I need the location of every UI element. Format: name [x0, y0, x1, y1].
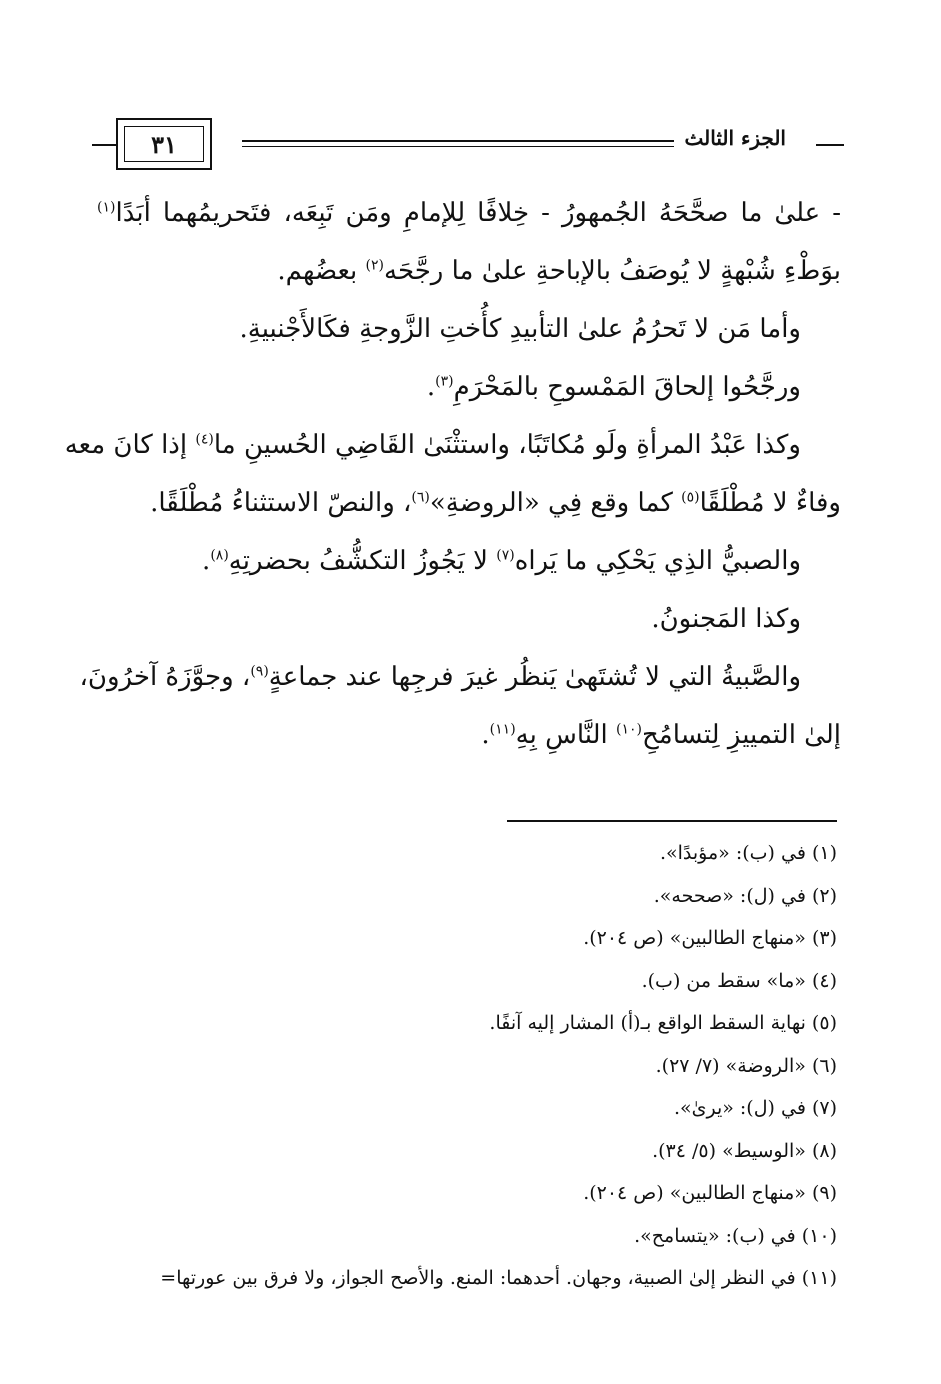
- text-line: وفاءٌ لا مُطْلَقًا$^{(٥)}$ كما وقع فِي «الروضةِ»$^{(٦)}$، والنصّ الاستثناءُ مُطْلَقًا.: [150, 488, 841, 518]
- main-text: [64, 184, 841, 764]
- text-line: وأما مَن لا تَحرُمُ علىٰ التأبيدِ كأُختِ الزَّوجةِ فكَالأَجْنبيةِ.: [239, 314, 801, 344]
- text-line: بوَطْءِ شُبْهةٍ لا يُوصَفُ بالإباحةِ علىٰ ما رجَّحَه$^{(٢)}$ بعضُهم.: [277, 256, 841, 286]
- header-rule-thin: [242, 146, 674, 147]
- footnote: (٥) نهاية السقط الواقع بـ(أ) المشار إليه آنفًا.: [489, 1012, 837, 1034]
- footnote: (٣) «منهاج الطالبين» (ص ٢٠٤).: [583, 927, 837, 949]
- header-dash-right: [816, 144, 844, 146]
- text-line: ورجَّحُوا إلحاقَ المَمْسوحِ بالمَحْرَمِ$^{(٣)}$.: [426, 372, 801, 402]
- running-title: الجزء الثالث: [684, 126, 786, 150]
- page-number: ٣١: [124, 126, 204, 162]
- text-line: إلىٰ التمييزِ لِتسامُحِ$^{(١٠)}$ النَّاسِ بِهِ$^{(١١)}$.: [481, 720, 841, 750]
- footnote: (١١) في النظر إلىٰ الصبية، وجهان. أحدهما: المنع. والأصح الجواز، ولا فرق بين عورتها=: [160, 1267, 837, 1289]
- footnotes: [97, 832, 837, 1300]
- text-line: - علىٰ ما صحَّحَهُ الجُمهورُ - خِلافًا لِلإمامِ ومَن تَبِعَه، فتَحريمُهما أبَدًا$^{(١)}$: [97, 198, 841, 228]
- footnote: (١٠) في (ب): «يتسامح».: [634, 1224, 837, 1247]
- header-rule: [242, 140, 674, 142]
- page-header: [92, 118, 844, 174]
- text-line: وكذا المَجنونُ.: [651, 604, 801, 634]
- footnote: (٦) «الروضة» (٧/ ٢٧).: [655, 1054, 837, 1077]
- footnote: (١) في (ب): «مؤبدًا».: [659, 842, 837, 864]
- footnote: (٩) «منهاج الطالبين» (ص ٢٠٤).: [583, 1182, 837, 1204]
- header-dash-left: [92, 144, 116, 146]
- footnote-separator: [507, 820, 837, 822]
- text-line: والصبيُّ الذِي يَحْكِي ما يَراه$^{(٧)}$ لا يَجُوزُ التكشُّفُ بحضرتِهِ$^{(٨)}$.: [202, 546, 801, 576]
- footnote: (٨) «الوسيط» (٥/ ٣٤).: [652, 1139, 837, 1162]
- page-number-box: [116, 118, 212, 170]
- footnote: (٧) في (ل): «يرىٰ».: [673, 1097, 837, 1119]
- text-line: والصَّبيةُ التي لا تُشتَهىٰ يَنظُر غيرَ فرجِها عند جماعةٍ$^{(٩)}$، وجوَّزَهُ آخرُونَ،: [79, 662, 801, 692]
- text-line: وكذا عَبْدُ المرأةِ ولَو مُكاتَبًا، واستثْنَىٰ القَاضِي الحُسينِ ما$^{(٤)}$ إذا كانَ معه: [64, 430, 801, 460]
- footnote: (٤) «ما» سقط من (ب).: [641, 969, 837, 992]
- footnote: (٢) في (ل): «صححه».: [653, 884, 837, 907]
